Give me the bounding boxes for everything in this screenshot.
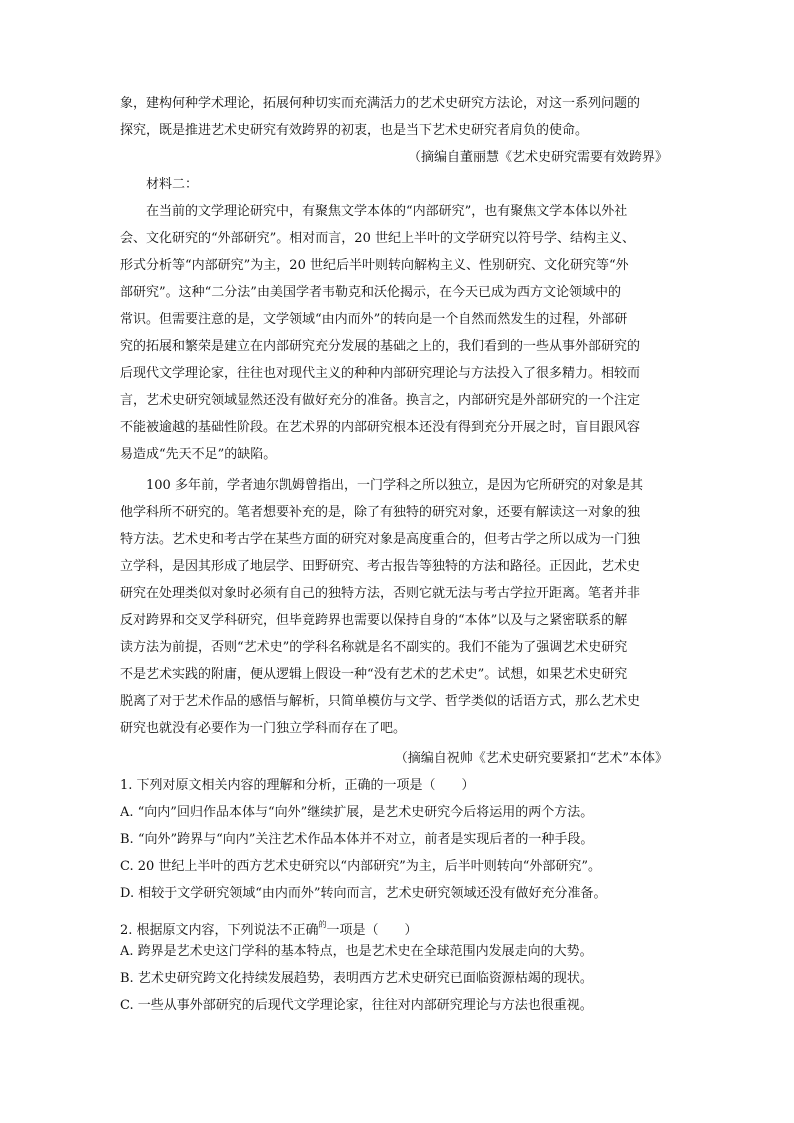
paragraph-line: 形式分析等“内部研究”为主，20 世纪后半叶则转向解构主义、性别研究、文化研究等“外 (120, 258, 629, 273)
option-b: B. “向外”跨界与“向内”关注艺术作品本体并不对立，前者是实现后者的一种手段。 (120, 832, 594, 847)
paragraph-line: 研究在处理类似对象时必须有自己的独特方法，否则它就无法与考古学拉开距离。笔者并非 (120, 586, 641, 601)
paragraph-line: 100 多年前，学者迪尔凯姆曾指出，一门学科之所以独立，是因为它所研究的对象是其 (146, 478, 643, 493)
stem-text: 一项是（ ） (326, 923, 418, 938)
question-stem (120, 916, 680, 939)
paragraph-line: 部研究”。这种“二分法”由美国学者韦勒克和沃伦揭示，在今天已成为西方文论领域中的 (120, 285, 621, 300)
paragraph-line: 研究也就没有必要作为一门独立学科而存在了吧。 (120, 721, 407, 736)
paragraph-line: 常识。但需要注意的是，文学领域“由内而外”的转向是一个自然而然发生的过程，外部研 (120, 312, 628, 327)
paragraph-line: 不是艺术实践的附庸，便从逻辑上假设一种“没有艺术的艺术史”。试想，如果艺术史研究 (120, 667, 628, 682)
source-citation: （摘编自祝帅《艺术史研究要紧扣“艺术”本体》 (394, 751, 668, 766)
paragraph-line: 不能被逾越的基础性阶段。在艺术界的内部研究根本还没有得到充分开展之时，盲目跟风容 (120, 420, 641, 435)
paragraph-line: 立学科，是因其形成了地层学、田野研究、考古报告等独特的方法和路径。正因此，艺术史 (120, 559, 641, 574)
paragraph-line: 究的拓展和繁荣是建立在内部研究充分发展的基础之上的，我们看到的一些从事外部研究的 (120, 339, 641, 354)
paragraph-line: 他学科所不研究的。笔者想要补充的是，除了有独特的研究对象，还要有解读这一对象的独 (120, 505, 641, 520)
stem-mark: 的 (318, 920, 327, 929)
option-b: B. 艺术史研究跨文化持续发展趋势，表明西方艺术史研究已面临资源枯竭的现状。 (120, 971, 593, 986)
question-stem: 1. 下列对原文相关内容的理解和分析，正确的一项是（ ） (120, 778, 475, 793)
paragraph-line: 易造成“先天不足”的缺陷。 (120, 447, 277, 462)
paragraph-line: 在当前的文学理论研究中，有聚焦文学本体的“内部研究”，也有聚焦文学本体以外社 (146, 204, 628, 219)
option-c: C. 一些从事外部研究的后现代文学理论家，往往对内部研究理论与方法也很重视。 (120, 998, 593, 1013)
paragraph-line: 后现代文学理论家，往往也对现代主义的种种内部研究理论与方法投入了很多精力。相较而 (120, 366, 641, 381)
option-a: A. 跨界是艺术史这门学科的基本特点，也是艺术史在全球范围内发展走向的大势。 (120, 944, 593, 959)
paragraph-line: 会、文化研究的“外部研究”。相对而言，20 世纪上半叶的文学研究以符号学、结构主义、 (120, 231, 635, 246)
paragraph-line: 读方法为前提，否则“艺术史”的学科名称就是名不副实的。我们不能为了强调艺术史研究 (120, 640, 628, 655)
option-a: A. “向内”回归作品本体与“向外”继续扩展，是艺术史研究今后将运用的两个方法。 (120, 805, 594, 820)
option-c: C. 20 世纪上半叶的西方艺术史研究以“内部研究”为主，后半叶则转向“外部研究”。 (120, 859, 602, 874)
paragraph-line: 脱离了对于艺术作品的感悟与解析，只简单模仿与文学、哲学类似的话语方式，那么艺术史 (120, 694, 641, 709)
paragraph-line: 特方法。艺术史和考古学在某些方面的研究对象是高度重合的，但考古学之所以成为一门独 (120, 532, 641, 547)
stem-text: 2. 根据原文内容，下列说法不正确 (120, 923, 319, 938)
source-citation: （摘编自董丽慧《艺术史研究需要有效跨界》 (407, 150, 668, 165)
paragraph-line: 反对跨界和交叉学科研究，但毕竟跨界也需要以保持自身的“本体”以及与之紧密联系的解 (120, 613, 628, 628)
paragraph-line: 言，艺术史研究领域显然还没有做好充分的准备。换言之，内部研究是外部研究的一个注定 (120, 393, 641, 408)
intro-line: 探究，既是推进艺术史研究有效跨界的初衷，也是当下艺术史研究者肩负的使命。 (120, 123, 589, 138)
intro-line: 象，建构何种学术理论，拓展何种切实而充满活力的艺术史研究方法论，对这一系列问题的 (120, 96, 641, 111)
section-heading: 材料二： (146, 177, 199, 192)
option-d: D. 相较于文学研究领域“由内而外”转向而言，艺术史研究领域还没有做好充分准备。 (120, 886, 607, 901)
